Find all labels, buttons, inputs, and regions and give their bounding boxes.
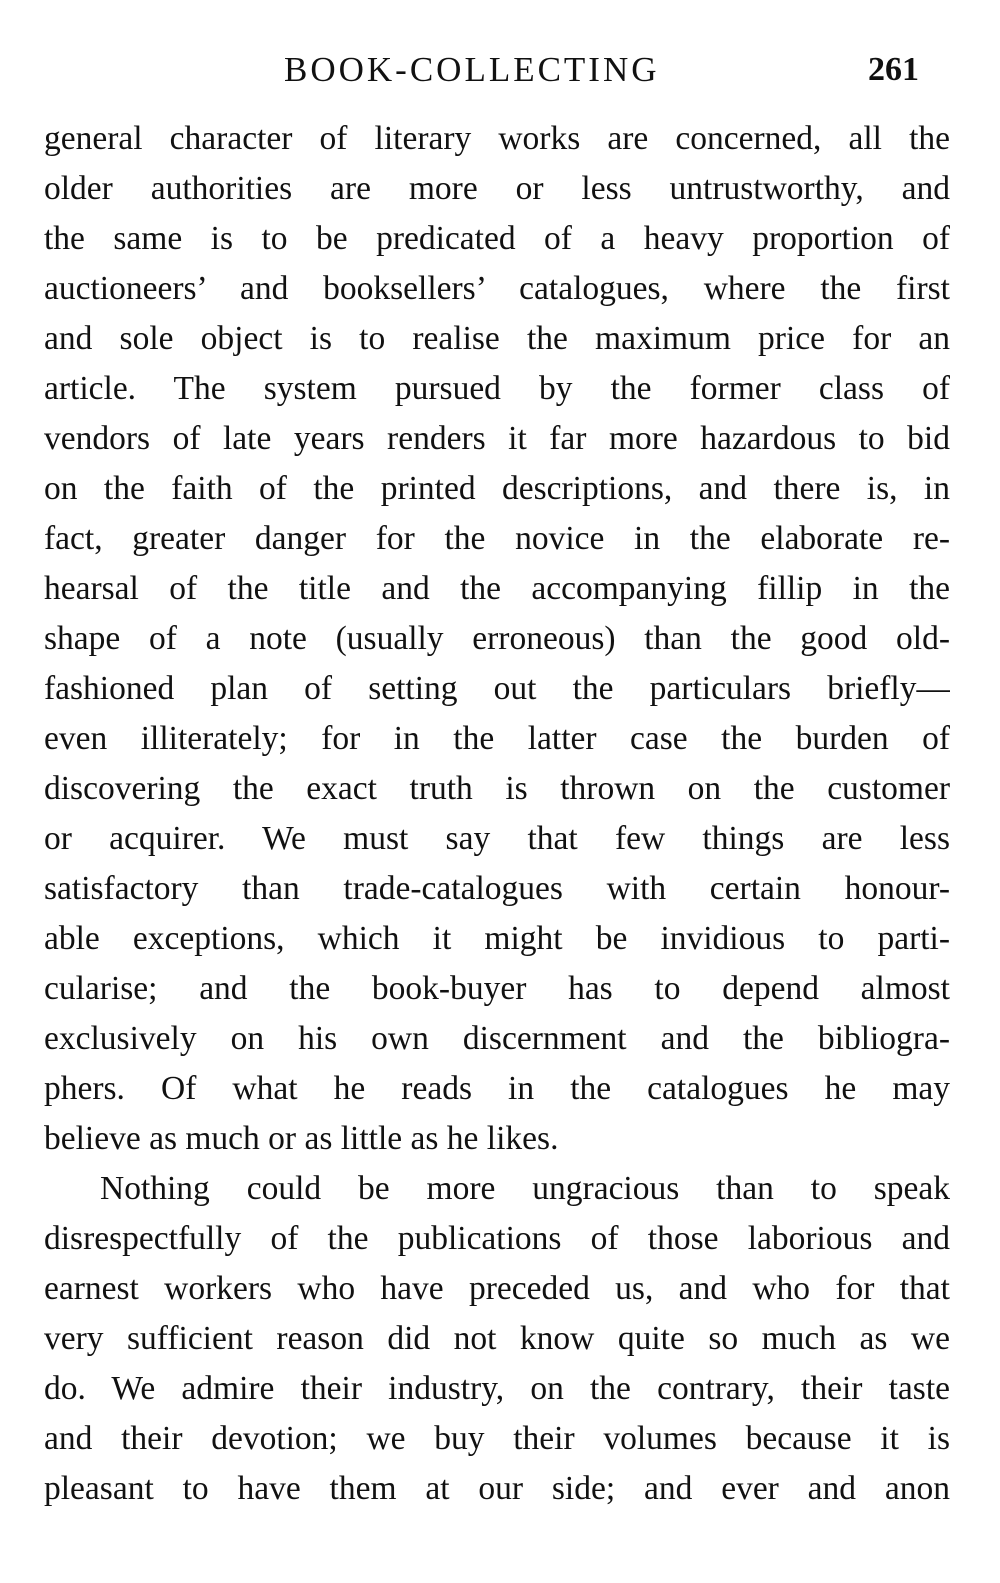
text-line: exclusively on his own discernment and the bibliogra- xyxy=(44,1020,950,1057)
text-line: earnest workers who have preceded us, and who for that xyxy=(44,1270,950,1307)
text-line: even illiterately; for in the latter case the burden of xyxy=(44,720,950,757)
paragraph-1 xyxy=(44,114,950,1164)
body-text xyxy=(44,114,950,1514)
text-line: satisfactory than trade-catalogues with certain honour- xyxy=(44,870,950,907)
text-line: Nothing could be more ungracious than to speak xyxy=(100,1170,950,1207)
text-line: on the faith of the printed descriptions, and there is, in xyxy=(44,470,950,507)
text-line: general character of literary works are concerned, all the xyxy=(44,120,950,157)
text-line: hearsal of the title and the accompanying fillip in the xyxy=(44,570,950,607)
text-line: article. The system pursued by the former class of xyxy=(44,370,950,407)
text-line: vendors of late years renders it far more hazardous to bid xyxy=(44,420,950,457)
text-line: cularise; and the book-buyer has to depend almost xyxy=(44,970,950,1007)
text-line: very sufficient reason did not know quite so much as we xyxy=(44,1320,950,1357)
text-line: the same is to be predicated of a heavy proportion of xyxy=(44,220,950,257)
text-line: do. We admire their industry, on the contrary, their taste xyxy=(44,1370,950,1407)
text-line: auctioneers’ and booksellers’ catalogues, where the first xyxy=(44,270,950,307)
text-line: older authorities are more or less untrustworthy, and xyxy=(44,170,950,207)
running-title: BOOK-COLLECTING xyxy=(284,50,660,89)
text-line: pleasant to have them at our side; and ever and anon xyxy=(44,1470,950,1507)
text-line: and their devotion; we buy their volumes because it is xyxy=(44,1420,950,1457)
text-line: and sole object is to realise the maximum price for an xyxy=(44,320,950,357)
text-line: believe as much or as little as he likes. xyxy=(44,1120,559,1157)
text-line: shape of a note (usually erroneous) than the good old- xyxy=(44,620,950,657)
text-line: phers. Of what he reads in the catalogues he may xyxy=(44,1070,950,1107)
text-line: fact, greater danger for the novice in the elaborate re- xyxy=(44,520,950,557)
paragraph-2 xyxy=(44,1164,950,1514)
running-head xyxy=(0,46,1000,94)
text-line: fashioned plan of setting out the particulars briefly— xyxy=(44,670,950,707)
page-number: 261 xyxy=(868,51,919,88)
text-line: able exceptions, which it might be invidious to parti- xyxy=(44,920,950,957)
text-line: disrespectfully of the publications of those laborious and xyxy=(44,1220,950,1257)
text-line: discovering the exact truth is thrown on the customer xyxy=(44,770,950,807)
text-line: or acquirer. We must say that few things are less xyxy=(44,820,950,857)
